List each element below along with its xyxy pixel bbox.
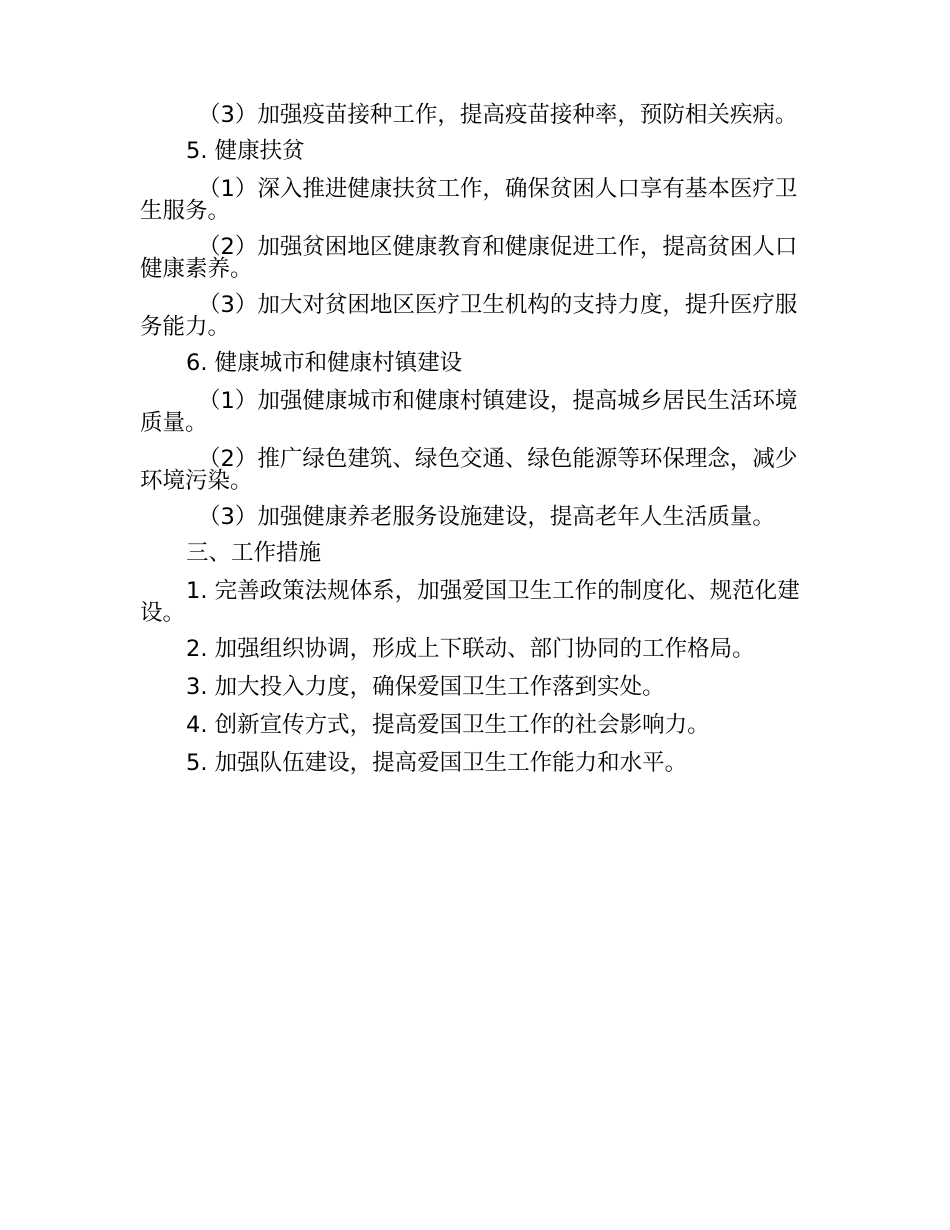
paragraph-vaccination: （3）加强疫苗接种工作，提高疫苗接种率，预防相关疾病。 (198, 102, 798, 128)
measure-item-2: 2. 加强组织协调，形成上下联动、部门协同的工作格局。 (186, 636, 755, 662)
section-heading-healthy-city: 6. 健康城市和健康村镇建设 (186, 350, 463, 376)
paragraph-city-3: （3）加强健康养老服务设施建设，提高老年人生活质量。 (198, 504, 775, 530)
paragraph-poverty-3: （3）加大对贫困地区医疗卫生机构的支持力度，提升医疗服务能力。 (140, 292, 798, 340)
measure-item-4: 4. 创新宣传方式，提高爱国卫生工作的社会影响力。 (186, 712, 710, 738)
paragraph-poverty-1: （1）深入推进健康扶贫工作，确保贫困人口享有基本医疗卫生服务。 (140, 176, 798, 224)
document-body (140, 104, 812, 790)
measure-item-5: 5. 加强队伍建设，提高爱国卫生工作能力和水平。 (186, 750, 688, 776)
paragraph-poverty-2: （2）加强贫困地区健康教育和健康促进工作，提高贫困人口健康素养。 (140, 234, 798, 282)
paragraph-city-1: （1）加强健康城市和健康村镇建设，提高城乡居民生活环境质量。 (140, 388, 798, 436)
paragraph-city-2: （2）推广绿色建筑、绿色交通、绿色能源等环保理念，减少环境污染。 (140, 446, 798, 494)
section-heading-health-poverty: 5. 健康扶贫 (186, 138, 305, 164)
measure-item-3: 3. 加大投入力度，确保爱国卫生工作落到实处。 (186, 674, 665, 700)
section-heading-work-measures: 三、工作措施 (186, 540, 322, 566)
measure-item-1: 1. 完善政策法规体系，加强爱国卫生工作的制度化、规范化建设。 (140, 578, 800, 626)
